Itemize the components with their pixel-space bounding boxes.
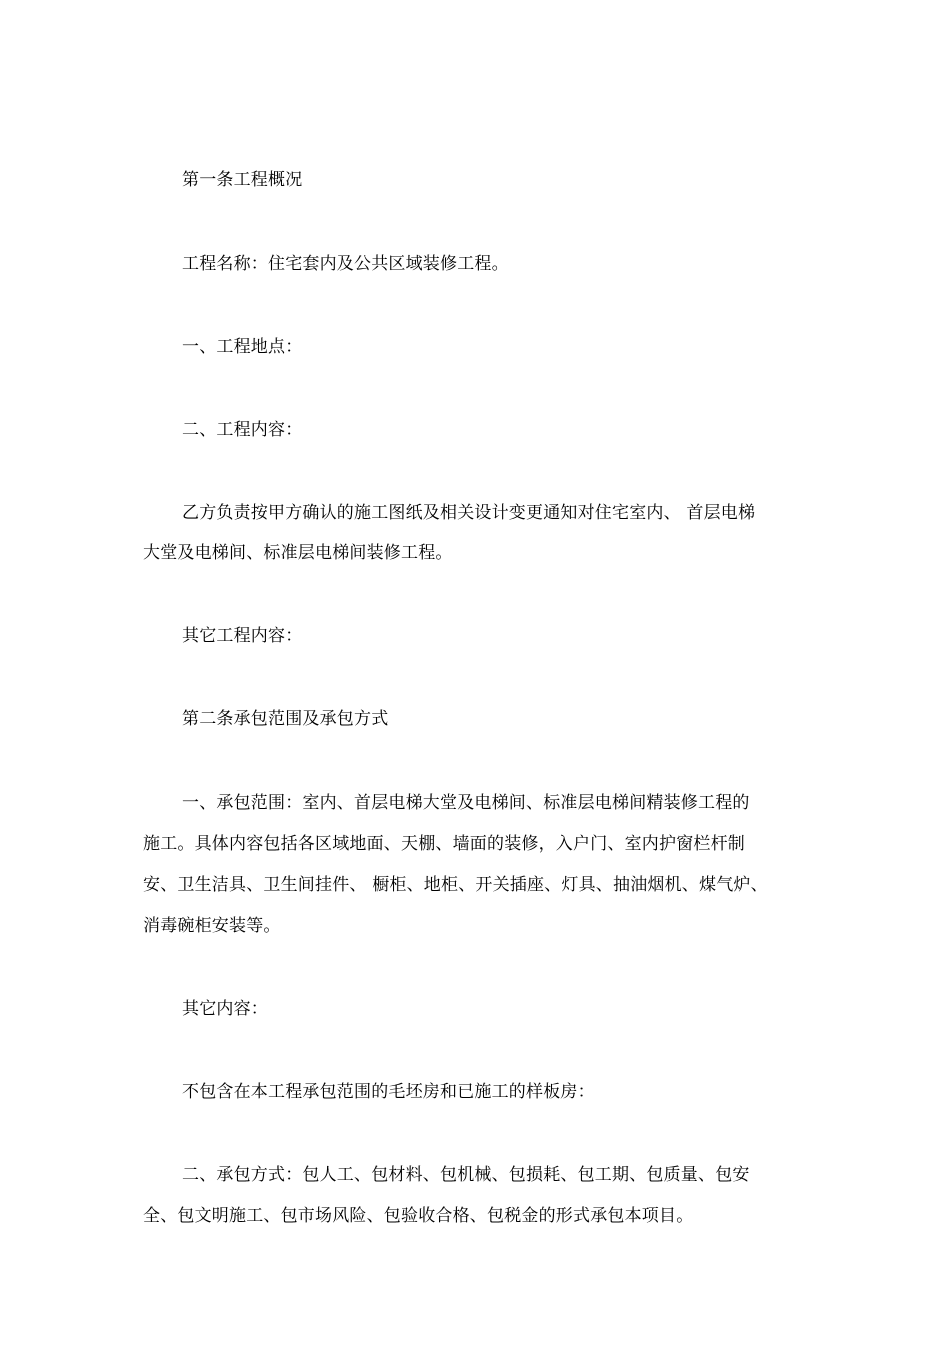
paragraph-line: 消毒碗柜安装等。 xyxy=(143,916,281,936)
project-content-line: 二、工程内容： xyxy=(182,420,303,440)
section-heading-1: 第一条工程概况 xyxy=(182,170,303,190)
project-name-line: 工程名称：住宅套内及公共区域装修工程。 xyxy=(182,254,509,274)
paragraph-line: 二、承包方式：包人工、包材料、包机械、包损耗、包工期、包质量、包安 xyxy=(182,1165,750,1185)
paragraph-line: 施工。具体内容包括各区域地面、天棚、墙面的装修，入户门、室内护窗栏杆制 xyxy=(143,834,745,854)
paragraph-line: 乙方负责按甲方确认的施工图纸及相关设计变更通知对住宅室内、 首层电梯 xyxy=(182,503,756,523)
other-content-line: 其它工程内容： xyxy=(182,626,303,646)
project-location-line: 一、工程地点： xyxy=(182,337,303,357)
paragraph-line: 安、卫生洁具、卫生间挂件、 橱柜、地柜、开关插座、灯具、抽油烟机、煤气炉、 xyxy=(143,875,768,895)
paragraph-line: 不包含在本工程承包范围的毛坯房和已施工的样板房： xyxy=(182,1082,595,1102)
other-content-line: 其它内容： xyxy=(182,999,268,1019)
paragraph-line: 全、包文明施工、包市场风险、包验收合格、包税金的形式承包本项目。 xyxy=(143,1206,694,1226)
section-heading-2: 第二条承包范围及承包方式 xyxy=(182,709,389,729)
paragraph-line: 大堂及电梯间、标准层电梯间装修工程。 xyxy=(143,543,453,563)
paragraph-line: 一、承包范围：室内、首层电梯大堂及电梯间、标准层电梯间精装修工程的 xyxy=(182,793,750,813)
